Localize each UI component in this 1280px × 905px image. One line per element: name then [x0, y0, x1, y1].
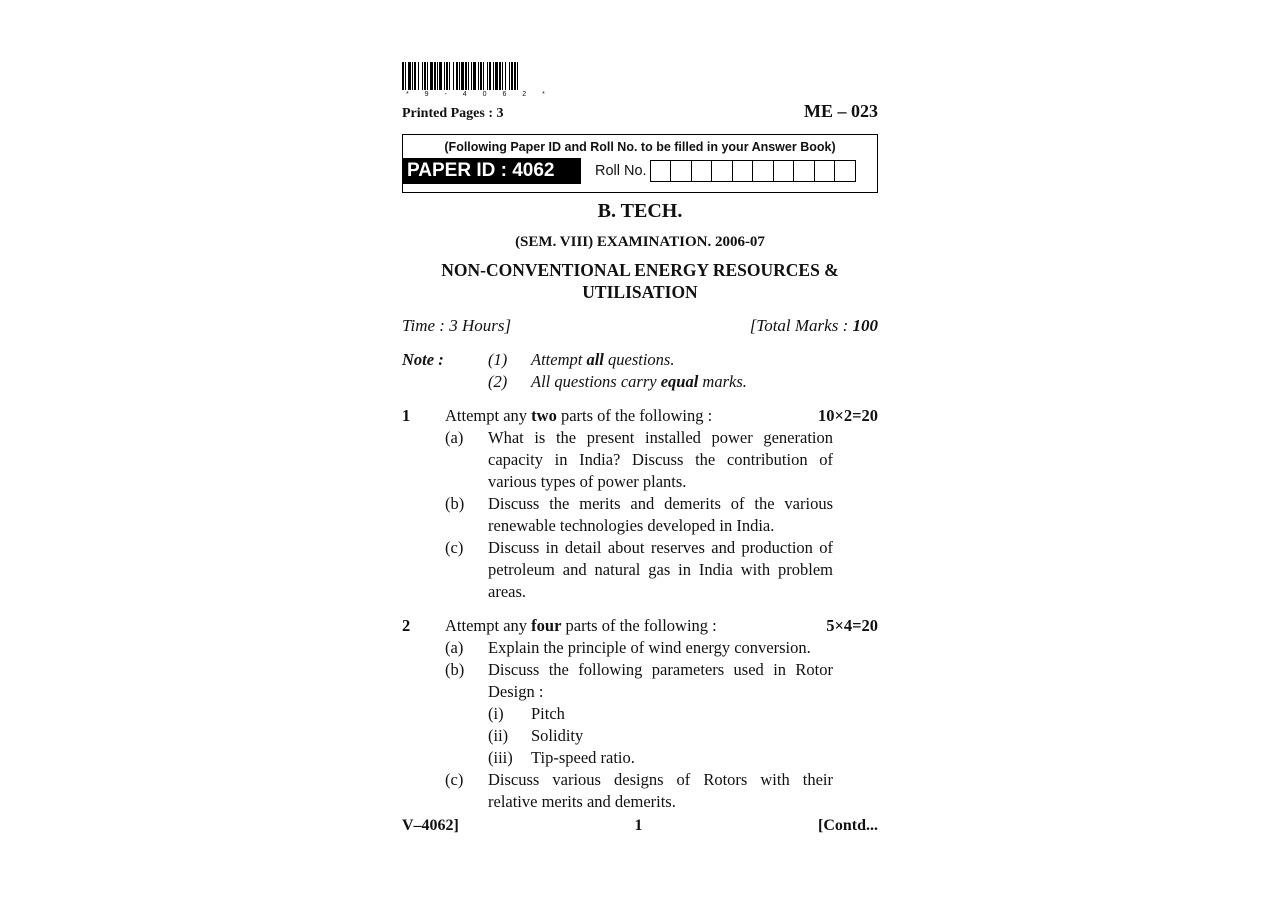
- roll-no-box: [814, 160, 836, 182]
- time-allowed: Time : 3 Hours]: [402, 316, 512, 335]
- header-row: [402, 100, 878, 125]
- question-instruction: Attempt any four parts of the following :: [445, 616, 717, 635]
- barcode-bars: [402, 62, 594, 90]
- question-number: 2: [402, 616, 411, 635]
- printed-pages: Printed Pages : 3: [402, 106, 504, 121]
- subject-title: [402, 259, 878, 303]
- note-label: Note :: [402, 350, 444, 369]
- question-marks: 5×4=20: [826, 616, 878, 635]
- exam-title: (SEM. VIII) EXAMINATION. 2006-07: [515, 234, 765, 250]
- roll-no-box: [691, 160, 713, 182]
- roll-no-box: [670, 160, 692, 182]
- roll-no-box: [834, 160, 856, 182]
- id-box-instruction: (Following Paper ID and Roll No. to be filled in your Answer Book): [444, 140, 836, 154]
- roll-no-box: [793, 160, 815, 182]
- roll-no-box: [773, 160, 795, 182]
- id-box-row: [403, 158, 877, 184]
- time-marks-row: [402, 315, 878, 337]
- paper-code: ME – 023: [804, 101, 878, 121]
- question-part: (a) Explain the principle of wind energy conversion.: [445, 638, 811, 657]
- degree-title: B. TECH.: [597, 200, 683, 222]
- exam-page: [402, 62, 878, 813]
- question-instruction: Attempt any two parts of the following :: [445, 406, 713, 425]
- roll-no-box: [711, 160, 733, 182]
- paper-id-box: [402, 134, 878, 193]
- note-section: [402, 349, 878, 393]
- question-1: [402, 405, 878, 603]
- footer-code: V–4062]: [402, 817, 459, 834]
- subject-line-1: NON-CONVENTIONAL ENERGY RESOURCES &: [441, 260, 839, 280]
- note-item: (2) All questions carry equal marks.: [488, 372, 747, 391]
- note-item: (1) Attempt all questions.: [488, 350, 675, 369]
- question-part: (a) What is the present installed power generation capacity in India? Discuss the contribution of various types of power plants.: [445, 428, 833, 491]
- page-footer: [402, 817, 878, 835]
- question-subpart: (i) Pitch: [488, 704, 565, 723]
- question-part: (b) Discuss the merits and demerits of the various renewable technologies developed in India.: [445, 494, 833, 535]
- question-head: [402, 615, 878, 637]
- subject-line-2: UTILISATION: [582, 282, 698, 302]
- question-part: (c) Discuss in detail about reserves and production of petroleum and natural gas in India with problem areas.: [445, 538, 833, 601]
- question-part: (c) Discuss various designs of Rotors with their relative merits and demerits.: [445, 770, 833, 811]
- total-marks: [Total Marks : 100: [749, 316, 878, 335]
- question-subpart: (ii) Solidity: [488, 726, 584, 745]
- question-number: 1: [402, 406, 411, 425]
- question-marks: 10×2=20: [817, 406, 878, 425]
- barcode: [402, 62, 878, 100]
- roll-no-label: Roll No.: [595, 163, 647, 179]
- paper-id: PAPER ID : 4062: [403, 158, 581, 184]
- total-marks-value: 100: [852, 316, 878, 335]
- roll-no-box: [732, 160, 754, 182]
- question-2: [402, 615, 878, 813]
- question-subpart: (iii) Tip-speed ratio.: [488, 748, 635, 767]
- question-head: [402, 405, 878, 427]
- roll-no-box: [650, 160, 672, 182]
- roll-no-boxes: [651, 160, 856, 182]
- continued-label: [Contd...: [817, 817, 878, 834]
- note-items: [488, 349, 747, 393]
- roll-no-box: [752, 160, 774, 182]
- page-number: 1: [634, 817, 643, 834]
- question-part: (b) Discuss the following parameters used in Rotor Design :: [445, 660, 833, 701]
- barcode-digits: * 9 - 4 0 6 2 *: [406, 91, 552, 98]
